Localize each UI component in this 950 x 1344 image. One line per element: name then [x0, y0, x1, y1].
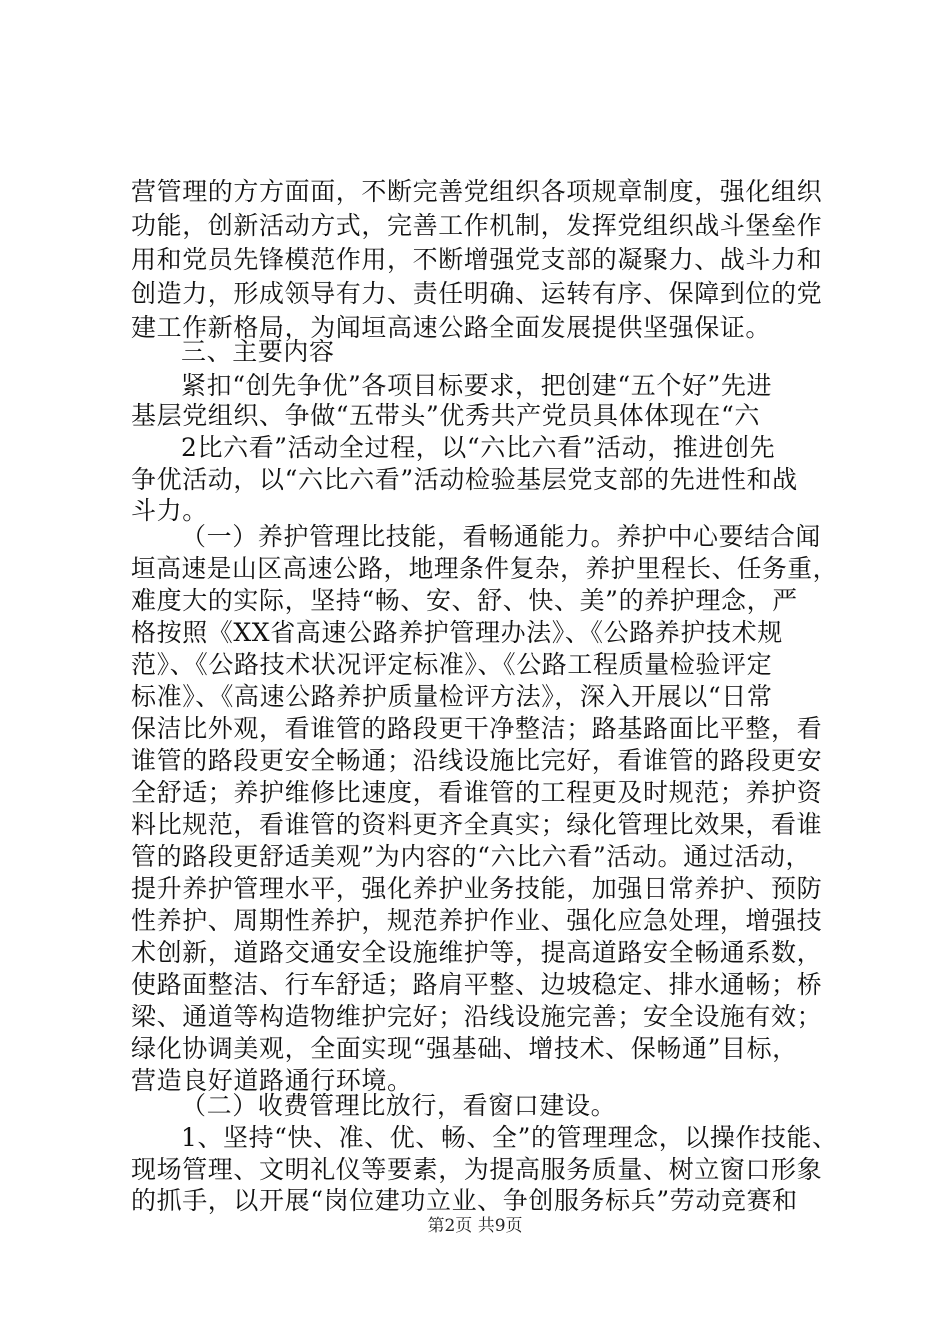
text-line-3: 用和党员先锋模范作用，不断增强党支部的凝聚力、战斗力和: [131, 245, 823, 274]
text-line-18: 保洁比外观，看谁管的路段更干净整洁；路基路面比平整，看: [131, 714, 823, 743]
text-line-31: 1、坚持“快、准、优、畅、全”的管理理念，以操作技能、: [181, 1123, 838, 1152]
text-line-22: 管的路段更舒适美观”为内容的“六比六看”活动。通过活动，: [131, 842, 812, 871]
text-line-23: 提升养护管理水平，强化养护业务技能，加强日常养护、预防: [131, 874, 823, 903]
text-line-16: 范》、《公路技术状况评定标准》、《公路工程质量检验评定: [131, 650, 773, 679]
text-line-5: 建工作新格局，为闻垣高速公路全面发展提供坚强保证。: [131, 313, 772, 342]
text-line-32: 现场管理、文明礼仪等要素，为提高服务质量、树立窗口形象: [131, 1155, 823, 1184]
text-line-15: 格按照《XX省高速公路养护管理办法》、《公路养护技术规: [131, 618, 783, 647]
text-line-19: 谁管的路段更安全畅通；沿线设施比完好，看谁管的路段更安: [131, 746, 823, 775]
text-line-26: 使路面整洁、行车舒适；路肩平整、边坡稳定、排水通畅；桥: [131, 970, 823, 999]
text-line-25: 术创新，道路交通安全设施维护等，提高道路安全畅通系数，: [131, 938, 823, 967]
text-line-17: 标准》、《高速公路养护质量检评方法》，深入开展以“日常: [131, 682, 773, 711]
text-line-14: 难度大的实际，坚持“畅、安、舒、快、美”的养护理念，严: [131, 586, 798, 615]
text-line-10: 争优活动，以“六比六看”活动检验基层党支部的先进性和战: [131, 465, 798, 494]
text-line-29: 营造良好道路通行环境。: [131, 1066, 413, 1095]
text-line-24: 性养护、周期性养护，规范养护作业、强化应急处理，增强技: [131, 906, 823, 935]
text-line-4: 创造力，形成领导有力、责任明确、运转有序、保障到位的党: [131, 279, 823, 308]
text-line-27: 梁、通道等构造物维护完好；沿线设施完善；安全设施有效；: [131, 1002, 823, 1031]
text-line-20: 全舒适；养护维修比速度，看谁管的工程更及时规范；养护资: [131, 778, 823, 807]
text-line-28: 绿化协调美观，全面实现“强基础、增技术、保畅通”目标，: [131, 1034, 798, 1063]
subsection-heading-2: （二）收费管理比放行，看窗口建设。: [181, 1091, 617, 1120]
text-line-13: 垣高速是山区高速公路，地理条件复杂，养护里程长、任务重，: [131, 554, 838, 583]
text-line-33: 的抓手，以开展“岗位建功立业、争创服务标兵”劳动竞赛和: [131, 1186, 798, 1215]
text-line-2: 功能，创新活动方式，完善工作机制，发挥党组织战斗堡垒作: [131, 211, 823, 240]
subsection-heading-1: （一）养护管理比技能，看畅通能力。养护中心要结合闻: [181, 522, 822, 551]
text-line-7: 紧扣“创先争优”各项目标要求，把创建“五个好”先进: [181, 371, 773, 400]
section-heading-main-content: 三、主要内容: [181, 337, 335, 366]
text-line-8: 基层党组织、争做“五带头”优秀共产党员具体体现在“六: [131, 401, 760, 430]
text-line-1: 营管理的方方面面，不断完善党组织各项规章制度，强化组织: [131, 177, 823, 206]
page-number-footer: 第2页 共9页: [427, 1216, 523, 1236]
text-line-21: 料比规范，看谁管的资料更齐全真实；绿化管理比效果，看谁: [131, 810, 823, 839]
text-line-9: 2比六看”活动全过程，以“六比六看”活动，推进创先: [181, 433, 776, 462]
text-line-11: 斗力。: [131, 496, 208, 525]
